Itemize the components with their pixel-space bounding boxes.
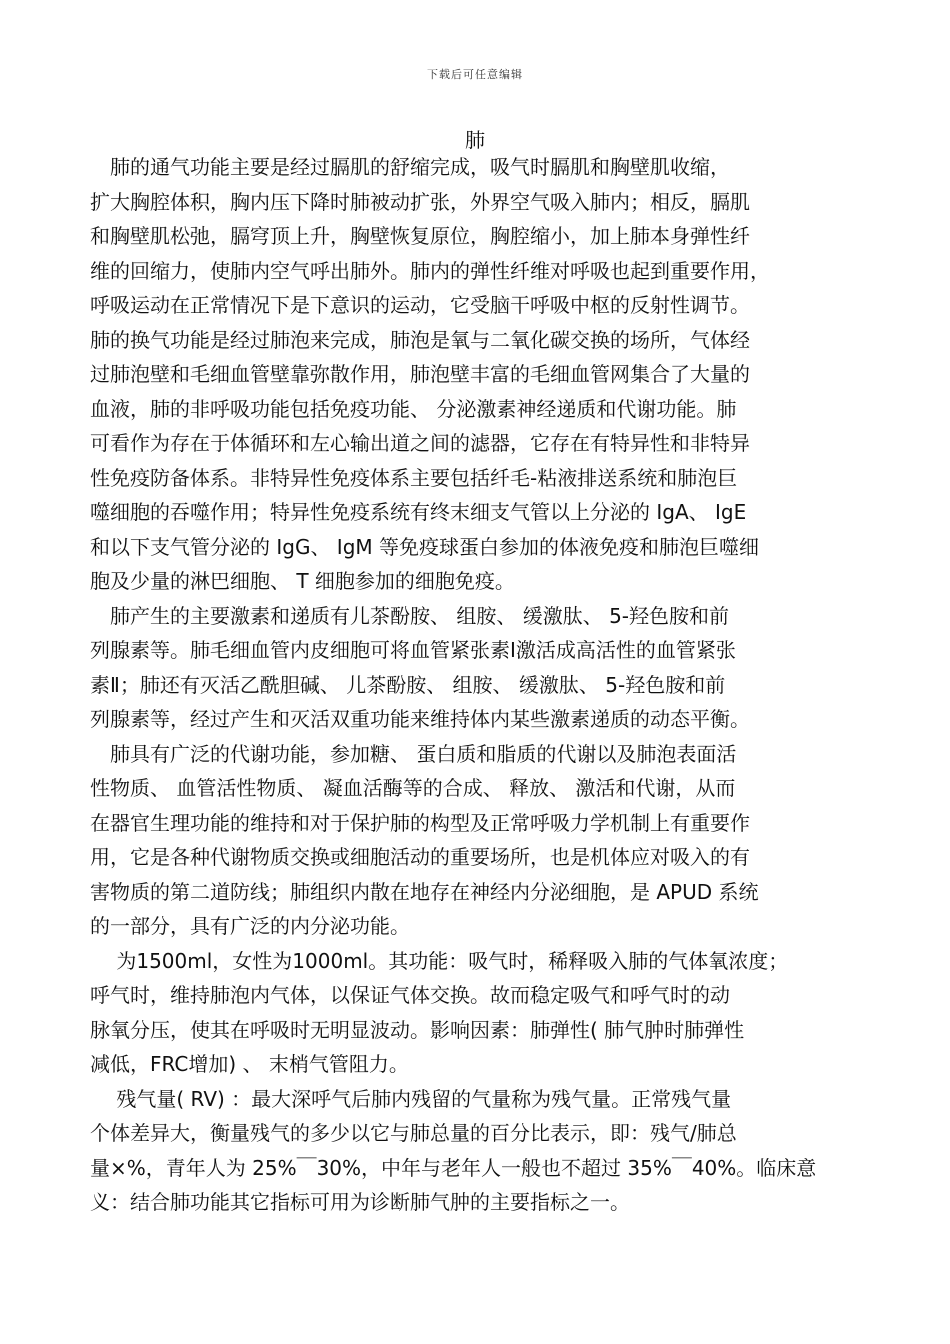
text-line: 在器官生理功能的维持和对于保护肺的构型及正常呼吸力学机制上有重要作 bbox=[90, 810, 750, 835]
text-line: 列腺素等。肺毛细血管内皮细胞可将血管紧张素Ⅰ激活成高活性的血管紧张 bbox=[90, 638, 736, 662]
text-line: 性物质、 血管活性物质、 凝血活酶等的合成、 释放、 激活和代谢，从而 bbox=[90, 776, 736, 800]
text-line: 害物质的第二道防线；肺组织内散在地存在神经内分泌细胞，是 APUD 系统 bbox=[90, 879, 759, 904]
text-line: 呼吸运动在正常情况下是下意识的运动，它受脑干呼吸中枢的反射性调节。 bbox=[90, 293, 750, 317]
document-body bbox=[90, 150, 860, 1220]
text-line: 肺的换气功能是经过肺泡来完成，肺泡是氧与二氧化碳交换的场所，气体经 bbox=[90, 327, 750, 352]
text-line: 扩大胸腔体积，胸内压下降时肺被动扩张，外界空气吸入肺内；相反，膈肌 bbox=[90, 189, 750, 214]
page-title: 肺 bbox=[465, 128, 485, 152]
text-line: 肺具有广泛的代谢功能，参加糖、 蛋白质和脂质的代谢以及肺泡表面活 bbox=[90, 741, 737, 766]
text-line: 残气量( RV) ：最大深呼气后肺内残留的气量称为残气量。正常残气量 bbox=[90, 1086, 732, 1111]
text-line: 呼气时，维持肺泡内气体，以保证气体交换。故而稳定吸气和呼气时的动 bbox=[90, 983, 730, 1007]
text-line: 肺产生的主要激素和递质有儿茶酚胺、 组胺、 缓激肽、 5-羟色胺和前 bbox=[90, 603, 730, 628]
text-line: 量×%，青年人为 25%￣30%，中年与老年人一般也不超过 35%￣40%。临床意 bbox=[90, 1155, 817, 1180]
text-line: 和胸壁肌松弛，膈穹顶上升，胸壁恢复原位，胸腔缩小，加上肺本身弹性纤 bbox=[90, 224, 750, 248]
text-line: 肺的通气功能主要是经过膈肌的舒缩完成，吸气时膈肌和胸壁肌收缩， bbox=[90, 155, 730, 179]
text-line: 脉氧分压，使其在呼吸时无明显波动。影响因素：肺弹性( 肺气肿时肺弹性 bbox=[90, 1017, 745, 1042]
text-line: 素Ⅱ；肺还有灭活乙酰胆碱、 儿茶酚胺、 组胺、 缓激肽、 5-羟色胺和前 bbox=[90, 672, 726, 697]
text-line: 为1500ml，女性为1000ml。其功能：吸气时，稀释吸入肺的气体氧浓度； bbox=[90, 948, 789, 973]
header-note: 下载后可任意编辑 bbox=[427, 68, 523, 81]
text-line: 维的回缩力，使肺内空气呼出肺外。肺内的弹性纤维对呼吸也起到重要作用， bbox=[90, 258, 770, 283]
text-line: 减低，FRC增加) 、 末梢气管阻力。 bbox=[90, 1052, 409, 1076]
text-line: 性免疫防备体系。非特异性免疫体系主要包括纤毛-粘液排送系统和肺泡巨 bbox=[90, 465, 738, 490]
text-line: 可看作为存在于体循环和左心输出道之间的滤器，它存在有特异性和非特异 bbox=[90, 431, 750, 455]
text-line: 的一部分，具有广泛的内分泌功能。 bbox=[90, 914, 410, 938]
text-line: 用，它是各种代谢物质交换或细胞活动的重要场所，也是机体应对吸入的有 bbox=[90, 845, 750, 869]
text-line: 和以下支气管分泌的 IgG、 IgM 等免疫球蛋白参加的体液免疫和肺泡巨噬细 bbox=[90, 534, 760, 559]
text-line: 义：结合肺功能其它指标可用为诊断肺气肿的主要指标之一。 bbox=[90, 1190, 630, 1214]
text-line: 列腺素等，经过产生和灭活双重功能来维持体内某些激素递质的动态平衡。 bbox=[90, 707, 750, 731]
text-line: 噬细胞的吞噬作用；特异性免疫系统有终末细支气管以上分泌的 IgA、 IgE bbox=[90, 500, 747, 524]
text-line: 血液，肺的非呼吸功能包括免疫功能、 分泌激素神经递质和代谢功能。肺 bbox=[90, 396, 737, 421]
text-line: 个体差异大，衡量残气的多少以它与肺总量的百分比表示，即：残气/肺总 bbox=[90, 1121, 737, 1145]
text-line: 过肺泡壁和毛细血管壁靠弥散作用，肺泡壁丰富的毛细血管网集合了大量的 bbox=[90, 362, 750, 386]
text-line: 胞及少量的淋巴细胞、 T 细胞参加的细胞免疫。 bbox=[90, 569, 515, 593]
